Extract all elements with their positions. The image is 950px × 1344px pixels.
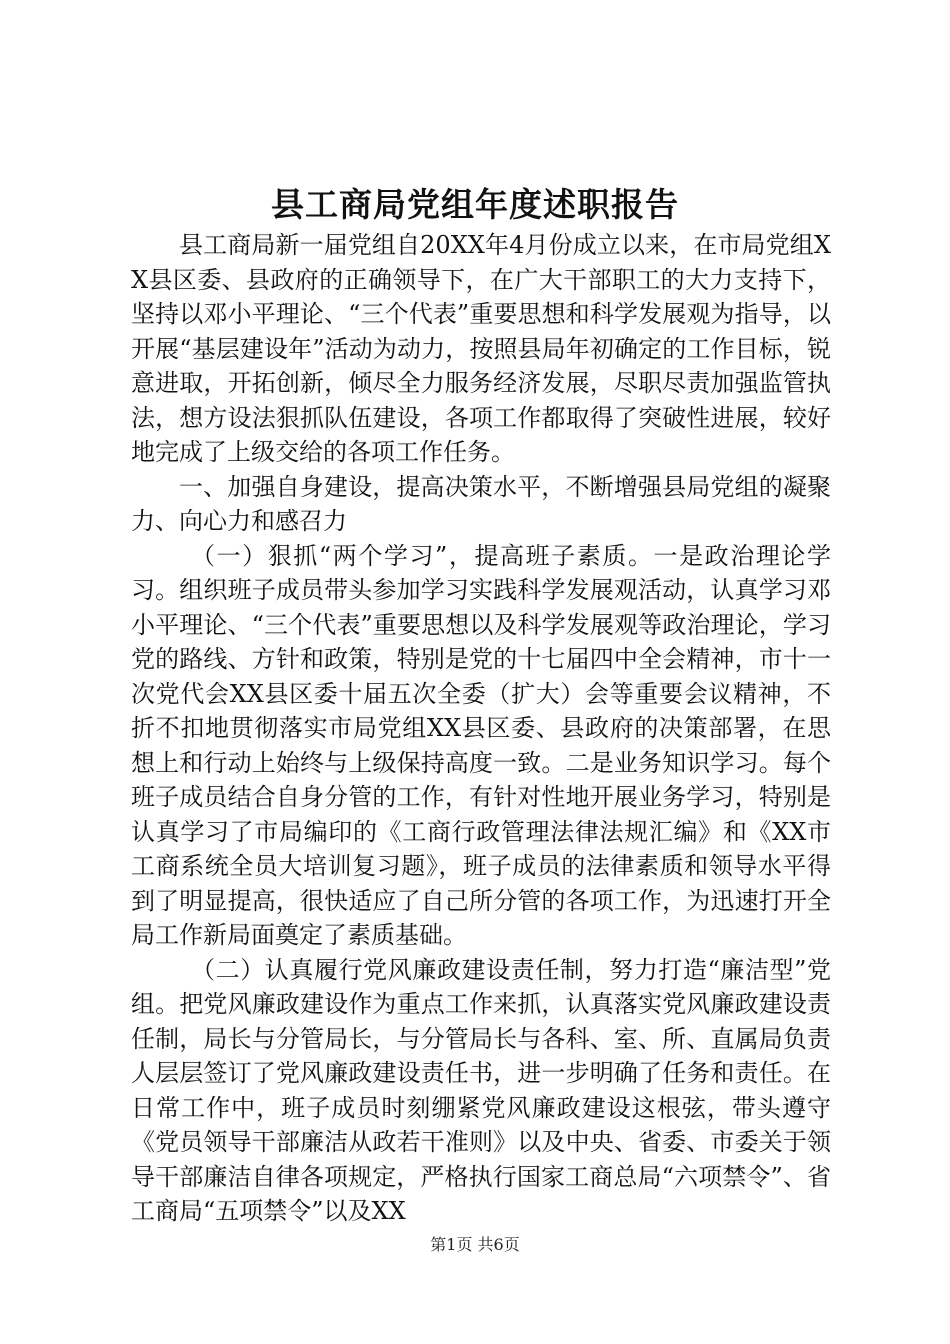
document-body <box>131 228 831 1229</box>
page-footer: 第1页 共6页 <box>430 1235 520 1254</box>
subsection-paragraph-2: （二）认真履行党风廉政建设责任制，努力打造“廉洁型”党组。把党风廉政建设作为重点工作来抓，认真落实党风廉政建设责任制，局长与分管局长，与分管局长与各科、室、所、直属局负责人层层签订了党风廉政建设责任书，进一步明确了任务和责任。在日常工作中，班子成员时刻绷紧党风廉政建设这根弦，带头遵守《党员领导干部廉洁从政若干准则》以及中央、省委、市委关于领导干部廉洁自律各项规定，严格执行国家工商总局“六项禁令”、省工商局“五项禁令”以及XX <box>131 955 831 1225</box>
intro-paragraph: 县工商局新一届党组自20XX年4月份成立以来，在市局党组XX县区委、县政府的正确领导下，在广大干部职工的大力支持下，坚持以邓小平理论、“三个代表”重要思想和科学发展观为指导，以开展“基层建设年”活动为动力，按照县局年初确定的工作目标，锐意进取，开拓创新，倾尽全力服务经济发展，尽职尽责加强监管执法，想方设法狠抓队伍建设，各项工作都取得了突破性进展，较好地完成了上级交给的各项工作任务。 <box>131 231 831 466</box>
section-heading-1: 一、加强自身建设，提高决策水平，不断增强县局党组的凝聚力、向心力和感召力 <box>131 472 831 535</box>
document-title: 县工商局党组年度述职报告 <box>271 185 679 224</box>
subsection-paragraph-1: （一）狠抓“两个学习”，提高班子素质。一是政治理论学习。组织班子成员带头参加学习实践科学发展观活动，认真学习邓小平理论、“三个代表”重要思想以及科学发展观等政治理论，学习党的路线、方针和政策，特别是党的十七届四中全会精神，市十一次党代会XX县区委十届五次全委（扩大）会等重要会议精神，不折不扣地贯彻落实市局党组XX县区委、县政府的决策部署，在思想上和行动上始终与上级保持高度一致。二是业务知识学习。每个班子成员结合自身分管的工作，有针对性地开展业务学习，特别是认真学习了市局编印的《工商行政管理法律法规汇编》和《XX市工商系统全员大培训复习题》，班子成员的法律素质和领导水平得到了明显提高，很快适应了自己所分管的各项工作，为迅速打开全局工作新局面奠定了素质基础。 <box>131 541 831 949</box>
